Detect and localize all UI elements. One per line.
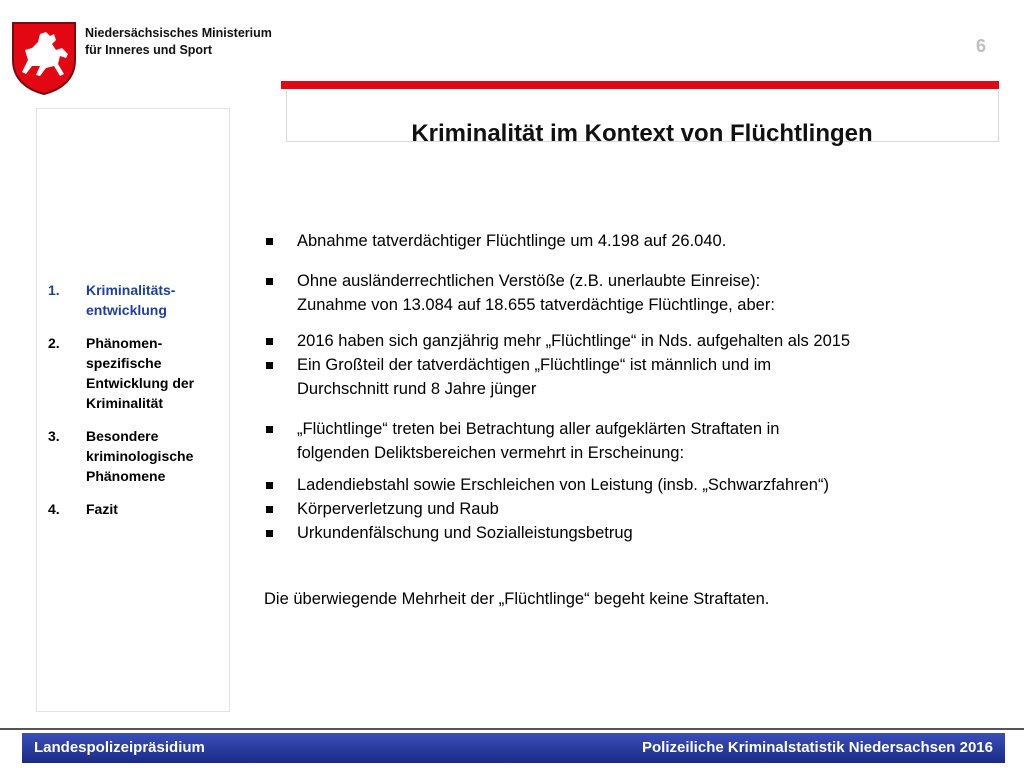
bullet-item	[264, 497, 1004, 521]
sidebar-item-phaenomen-entwicklung[interactable]	[48, 333, 228, 413]
sidebar-item-number: 4.	[48, 501, 60, 517]
bullet-square-icon	[266, 238, 273, 245]
sidebar-nav	[48, 280, 228, 532]
sidebar-item-label: Besondere kriminologische Phänomene	[86, 428, 194, 484]
bullet-item	[264, 329, 1004, 353]
sidebar-item-label: Fazit	[86, 501, 118, 517]
bullet-text: Urkundenfälschung und Sozialleistungsbetrug	[297, 524, 633, 542]
conclusion-text: Die überwiegende Mehrheit der „Flüchtlinge“ begeht keine Straftaten.	[264, 590, 770, 608]
sidebar-item-label: Kriminalitäts-entwicklung	[86, 282, 176, 318]
sidebar-item-number: 2.	[48, 335, 60, 351]
ministry-line-1: Niedersächsisches Ministerium	[85, 26, 272, 40]
ministry-name	[85, 25, 272, 59]
bullet-continuation: Durchschnitt rund 8 Jahre jünger	[297, 380, 537, 398]
bullet-item	[264, 353, 1004, 377]
footer-bar	[22, 733, 1005, 763]
bullet-text: Ladendiebstahl sowie Erschleichen von Leistung (insb. „Schwarzfahren“)	[297, 476, 829, 494]
bullet-square-icon	[266, 506, 273, 513]
bullet-continuation: folgenden Deliktsbereichen vermehrt in Erscheinung:	[297, 444, 685, 462]
title-accent-bar	[281, 81, 999, 89]
bullet-text: Abnahme tatverdächtiger Flüchtlinge um 4.198 auf 26.040.	[297, 232, 727, 250]
bullet-square-icon	[266, 530, 273, 537]
page-number: 6	[976, 36, 987, 56]
bullet-item	[264, 229, 1004, 253]
bullet-text: Ohne ausländerrechtlichen Verstöße (z.B. unerlaubte Einreise):	[297, 272, 761, 290]
sidebar-item-number: 1.	[48, 282, 60, 298]
sidebar-item-number: 3.	[48, 428, 60, 444]
slide-title: Kriminalität im Kontext von Flüchtlingen	[411, 120, 873, 147]
bullet-text: Körperverletzung und Raub	[297, 500, 499, 518]
sidebar-item-fazit[interactable]	[48, 499, 228, 519]
bullet-item	[264, 521, 1004, 545]
crest-icon	[10, 20, 78, 96]
sidebar-item-label: Phänomen-spezifische Entwicklung der Kriminalität	[86, 335, 195, 411]
bullet-item	[264, 473, 1004, 497]
bullet-square-icon	[266, 338, 273, 345]
bullet-text: 2016 haben sich ganzjährig mehr „Flüchtlinge“ in Nds. aufgehalten als 2015	[297, 332, 851, 350]
footer-right-text: Polizeiliche Kriminalstatistik Niedersachsen 2016	[642, 739, 993, 756]
bullet-square-icon	[266, 482, 273, 489]
bullet-continuation: Zunahme von 13.084 auf 18.655 tatverdächtige Flüchtlinge, aber:	[297, 296, 775, 314]
bullet-text: Ein Großteil der tatverdächtigen „Flüchtlinge“ ist männlich und im	[297, 356, 772, 374]
footer-left-text: Landespolizeipräsidium	[34, 739, 205, 756]
bullet-square-icon	[266, 278, 273, 285]
sidebar-item-kriminalitaetsentwicklung[interactable]	[48, 280, 228, 320]
bullet-item	[264, 417, 1004, 441]
bullet-square-icon	[266, 362, 273, 369]
main-content	[264, 229, 1004, 611]
footer-divider	[0, 728, 1024, 730]
ministry-line-2: für Inneres und Sport	[85, 43, 213, 57]
sidebar-item-kriminologische-phaenomene[interactable]	[48, 426, 228, 486]
bullet-item	[264, 269, 1004, 293]
bullet-text: „Flüchtlinge“ treten bei Betrachtung aller aufgeklärten Straftaten in	[297, 420, 780, 438]
bullet-square-icon	[266, 426, 273, 433]
